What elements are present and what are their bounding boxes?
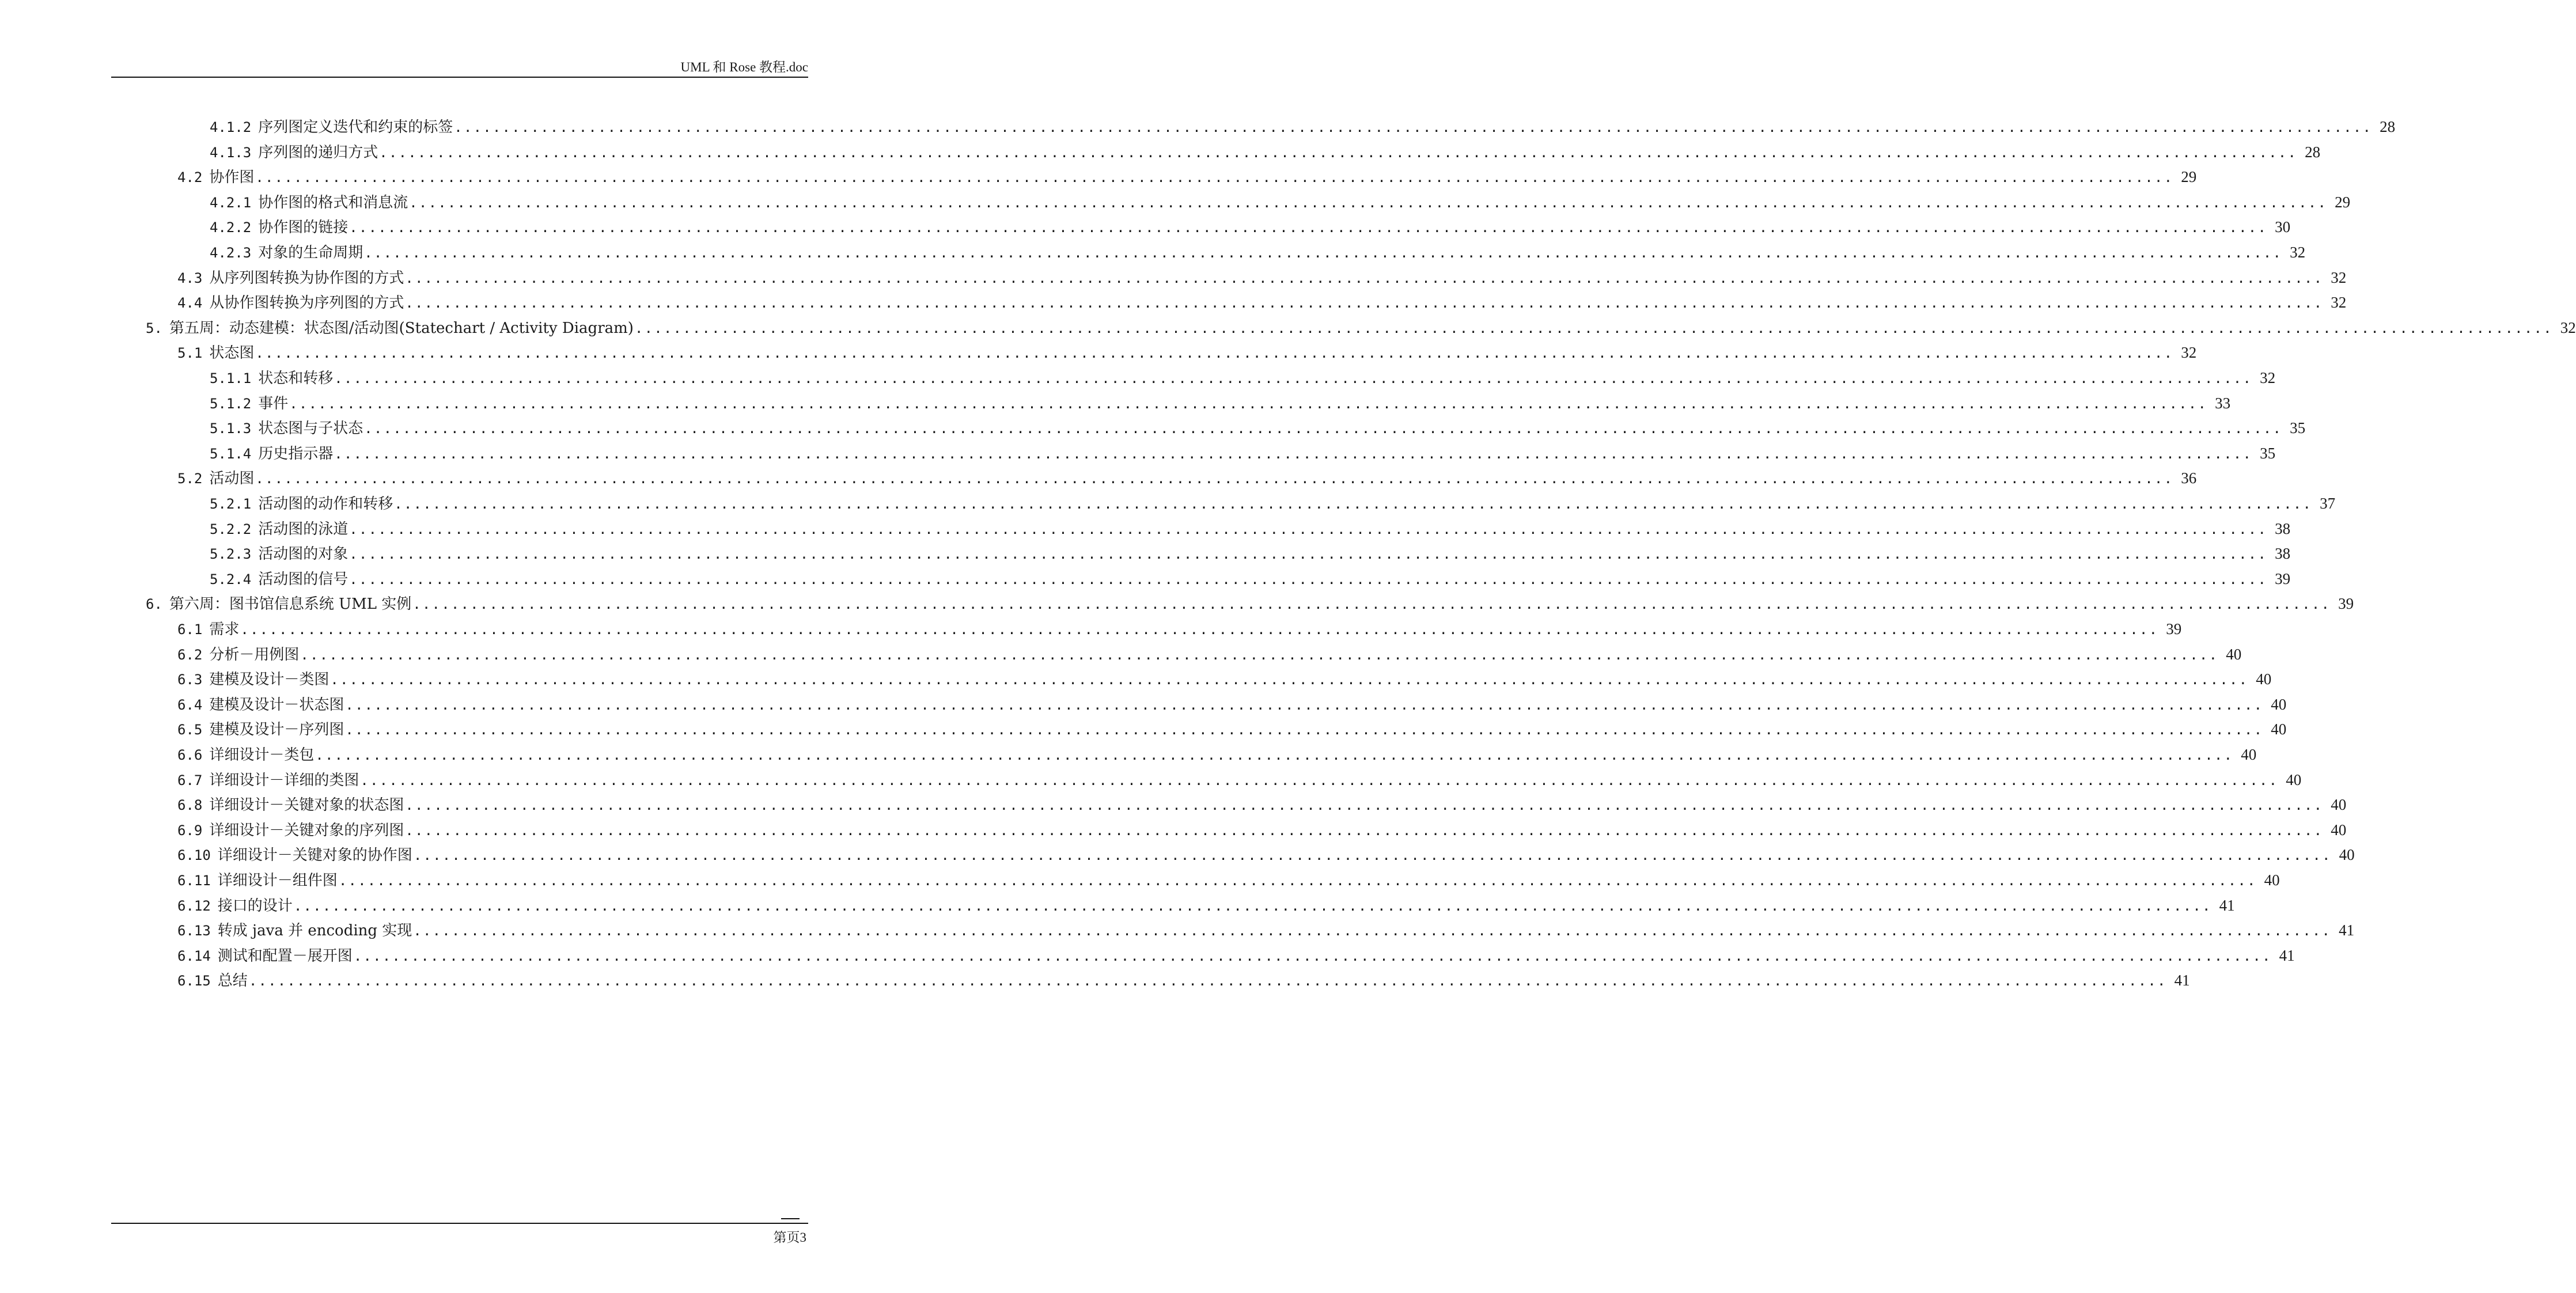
toc-entry-page: 35 xyxy=(2290,419,2306,437)
toc-dot-leader: ........................................................................................................................................................................................................ xyxy=(412,596,2331,613)
toc-entry-page: 41 xyxy=(2279,946,2295,964)
toc-entry-page: 39 xyxy=(2275,570,2291,587)
toc-dot-leader: ........................................................................................................................................................................................................ xyxy=(349,546,2268,563)
toc-dot-leader: ........................................................................................................................................................................................................ xyxy=(315,747,2234,763)
toc-entry-number: 4.1.2 xyxy=(210,119,252,135)
toc-entry[interactable] xyxy=(210,215,2291,238)
toc-dot-leader: ........................................................................................................................................................................................................ xyxy=(300,646,2219,663)
toc-entry-title: 从协作图转换为序列图的方式 xyxy=(209,294,404,312)
toc-entry-number: 4.2.2 xyxy=(210,219,252,236)
toc-dot-leader: ........................................................................................................................................................................................................ xyxy=(255,471,2174,487)
toc-entry-page: 32 xyxy=(2181,344,2197,362)
toc-entry[interactable] xyxy=(210,567,2291,590)
toc-entry[interactable] xyxy=(177,894,2235,917)
toc-dot-leader: ........................................................................................................................................................................................................ xyxy=(634,320,2553,336)
toc-entry-page: 32 xyxy=(2331,294,2347,312)
toc-entry[interactable] xyxy=(177,793,2347,816)
header-divider xyxy=(111,77,808,78)
toc-entry-page: 32 xyxy=(2260,369,2276,386)
toc-entry-page: 40 xyxy=(2264,871,2280,889)
toc-entry[interactable] xyxy=(177,944,2295,967)
toc-entry-title: 测试和配置－展开图 xyxy=(217,947,353,965)
toc-entry[interactable] xyxy=(177,467,2197,490)
toc-entry-title: 从序列图转换为协作图的方式 xyxy=(209,269,404,287)
toc-entry-number: 6.11 xyxy=(177,873,211,889)
toc-dot-leader: ........................................................................................................................................................................................................ xyxy=(330,672,2249,688)
toc-entry[interactable] xyxy=(177,743,2257,766)
toc-entry-number: 4.1.3 xyxy=(210,144,252,161)
toc-entry-title: 需求 xyxy=(209,621,240,638)
toc-entry-number: 5.2 xyxy=(177,471,203,487)
toc-dot-leader: ........................................................................................................................................................................................................ xyxy=(248,973,2167,989)
toc-dot-leader: ........................................................................................................................................................................................................ xyxy=(360,772,2279,788)
toc-entry-number: 4.2.3 xyxy=(210,245,252,261)
toc-entry-title: 详细设计－关键对象的协作图 xyxy=(217,847,412,864)
toc-entry[interactable] xyxy=(177,969,2190,992)
toc-entry-title: 接口的设计 xyxy=(217,897,293,915)
toc-entry[interactable] xyxy=(177,291,2347,314)
toc-entry-number: 6.6 xyxy=(177,747,203,763)
toc-entry-number: 6.4 xyxy=(177,696,203,713)
toc-entry-page: 37 xyxy=(2320,495,2336,512)
toc-entry-page: 38 xyxy=(2275,545,2291,563)
toc-entry[interactable] xyxy=(177,919,2355,942)
toc-dot-leader: ........................................................................................................................................................................................................ xyxy=(353,947,2272,964)
toc-entry-number: 6.1 xyxy=(177,621,203,638)
toc-entry-number: 4.4 xyxy=(177,295,203,312)
toc-entry-number: 6.8 xyxy=(177,797,203,814)
toc-entry-title: 建模及设计－序列图 xyxy=(209,721,344,739)
toc-entry-number: 4.2 xyxy=(177,169,203,186)
toc-entry-title: 第六周：图书馆信息系统 UML 实例 xyxy=(169,596,412,613)
toc-dot-leader: ........................................................................................................................................................................................................ xyxy=(334,370,2253,386)
toc-dot-leader: ........................................................................................................................................................................................................ xyxy=(409,194,2328,211)
toc-entry-title: 序列图的递归方式 xyxy=(258,143,378,161)
toc-entry-number: 4.3 xyxy=(177,270,203,286)
toc-entry-number: 5. xyxy=(146,320,162,336)
toc-dot-leader: ........................................................................................................................................................................................................ xyxy=(394,496,2313,512)
toc-entry-number: 6.14 xyxy=(177,947,211,964)
toc-entry-page: 29 xyxy=(2181,168,2197,186)
toc-entry-number: 6.3 xyxy=(177,672,203,688)
toc-entry[interactable] xyxy=(210,241,2306,264)
toc-entry[interactable] xyxy=(210,492,2336,515)
toc-entry-title: 详细设计－关键对象的状态图 xyxy=(209,797,404,814)
toc-entry-page: 40 xyxy=(2256,670,2272,688)
toc-entry[interactable] xyxy=(177,341,2197,364)
toc-entry-page: 28 xyxy=(2305,143,2321,161)
toc-entry-page: 39 xyxy=(2166,620,2182,638)
toc-entry[interactable] xyxy=(177,869,2280,892)
toc-entry-number: 6.12 xyxy=(177,897,211,914)
toc-entry-number: 6.2 xyxy=(177,646,203,663)
toc-entry-page: 40 xyxy=(2271,721,2287,738)
toc-entry-page: 28 xyxy=(2380,118,2396,135)
toc-entry[interactable] xyxy=(177,668,2272,691)
toc-entry[interactable] xyxy=(210,442,2276,465)
toc-entry-title: 活动图的动作和转移 xyxy=(258,495,393,513)
toc-entry-number: 5.2.3 xyxy=(210,546,252,563)
toc-entry-page: 32 xyxy=(2331,268,2347,286)
toc-entry-title: 状态图与子状态 xyxy=(258,420,363,438)
toc-dot-leader: ........................................................................................................................................................................................................ xyxy=(413,847,2332,864)
toc-entry-number: 5.2.1 xyxy=(210,496,252,512)
toc-dot-leader: ........................................................................................................................................................................................................ xyxy=(349,521,2268,537)
toc-entry[interactable] xyxy=(210,366,2276,389)
toc-entry-number: 4.2.1 xyxy=(210,194,252,211)
toc-dot-leader: ........................................................................................................................................................................................................ xyxy=(379,144,2298,161)
toc-entry[interactable] xyxy=(210,542,2291,565)
toc-dot-leader: ........................................................................................................................................................................................................ xyxy=(405,295,2324,312)
toc-entry-number: 5.2.2 xyxy=(210,521,252,537)
toc-entry-page: 35 xyxy=(2260,444,2276,462)
toc-dot-leader: ........................................................................................................................................................................................................ xyxy=(289,395,2208,412)
toc-entry-number: 6.15 xyxy=(177,973,211,989)
toc-entry-title: 建模及设计－类图 xyxy=(209,671,329,689)
toc-entry-title: 事件 xyxy=(258,395,289,412)
toc-entry[interactable] xyxy=(177,818,2347,841)
footer-divider xyxy=(111,1223,808,1224)
toc-entry-title: 状态和转移 xyxy=(258,370,334,387)
toc-entry-page: 32 xyxy=(2290,244,2306,261)
toc-entry-title: 建模及设计－状态图 xyxy=(209,696,344,714)
toc-entry-title: 详细设计－类包 xyxy=(209,746,315,764)
toc-dot-leader: ........................................................................................................................................................................................................ xyxy=(364,245,2283,261)
toc-entry[interactable] xyxy=(177,165,2197,188)
toc-dot-leader: ........................................................................................................................................................................................................ xyxy=(349,219,2268,236)
toc-entry-page: 40 xyxy=(2331,796,2347,814)
toc-dot-leader: ........................................................................................................................................................................................................ xyxy=(293,897,2212,914)
toc-entry-title: 总结 xyxy=(217,972,248,990)
toc-dot-leader: ........................................................................................................................................................................................................ xyxy=(364,420,2283,437)
toc-entry-page: 40 xyxy=(2286,771,2302,788)
toc-entry[interactable] xyxy=(146,316,2576,339)
toc-entry-page: 33 xyxy=(2215,394,2231,412)
toc-dot-leader: ........................................................................................................................................................................................................ xyxy=(405,797,2324,814)
toc-dot-leader: ........................................................................................................................................................................................................ xyxy=(345,722,2264,738)
toc-dot-leader: ........................................................................................................................................................................................................ xyxy=(405,822,2324,839)
toc-entry-number: 6.7 xyxy=(177,772,203,788)
toc-entry-title: 序列图定义迭代和约束的标签 xyxy=(258,119,453,136)
toc-entry-page: 40 xyxy=(2271,695,2287,713)
toc-entry-number: 5.1.1 xyxy=(210,370,252,386)
toc-entry-title: 详细设计－详细的类图 xyxy=(209,771,359,789)
toc-entry[interactable] xyxy=(210,517,2291,540)
toc-entry-title: 协作图 xyxy=(209,169,255,187)
toc-entry[interactable] xyxy=(210,141,2321,164)
toc-entry-page: 36 xyxy=(2181,469,2197,487)
toc-entry-title: 转成 java 并 encoding 实现 xyxy=(217,922,412,940)
toc-entry[interactable] xyxy=(210,392,2231,415)
toc-entry[interactable] xyxy=(177,768,2302,791)
toc-entry-title: 第五周：动态建模：状态图/活动图(Statechart / Activity Diagram) xyxy=(169,319,634,337)
toc-dot-leader: ........................................................................................................................................................................................................ xyxy=(345,696,2264,713)
toc-entry-number: 5.1.3 xyxy=(210,420,252,437)
page-number-label: 第页3 xyxy=(773,1230,806,1245)
toc-entry[interactable] xyxy=(177,843,2355,866)
toc-entry[interactable] xyxy=(210,416,2306,439)
toc-entry-number: 6. xyxy=(146,596,162,613)
toc-entry-page: 29 xyxy=(2335,193,2351,211)
toc-entry-page: 41 xyxy=(2174,972,2190,989)
toc-entry-page: 32 xyxy=(2560,318,2576,336)
toc-entry-number: 5.2.4 xyxy=(210,571,252,587)
toc-dot-leader: ........................................................................................................................................................................................................ xyxy=(349,571,2268,587)
toc-entry-number: 5.1.4 xyxy=(210,445,252,462)
toc-entry-title: 对象的生命周期 xyxy=(258,244,363,261)
toc-entry-title: 协作图的格式和消息流 xyxy=(258,194,408,211)
toc-entry-title: 活动图的信号 xyxy=(258,570,348,588)
toc-dot-leader: ........................................................................................................................................................................................................ xyxy=(338,873,2257,889)
toc-entry-title: 分析－用例图 xyxy=(209,646,300,663)
toc-entry-number: 6.10 xyxy=(177,847,211,864)
toc-entry-page: 41 xyxy=(2339,922,2355,939)
toc-entry-title: 详细设计－关键对象的序列图 xyxy=(209,821,404,839)
toc-dot-leader: ........................................................................................................................................................................................................ xyxy=(413,923,2332,939)
toc-entry-page: 40 xyxy=(2339,846,2355,864)
toc-entry-title: 协作图的链接 xyxy=(258,219,348,237)
toc-entry-title: 详细设计－组件图 xyxy=(217,872,338,889)
toc-entry[interactable] xyxy=(177,617,2182,640)
toc-entry-page: 41 xyxy=(2219,896,2235,914)
toc-entry-title: 活动图的泳道 xyxy=(258,520,348,538)
toc-dot-leader: ........................................................................................................................................................................................................ xyxy=(334,445,2253,462)
toc-entry-number: 5.1.2 xyxy=(210,395,252,412)
toc-entry-number: 6.13 xyxy=(177,923,211,939)
toc-entry[interactable] xyxy=(177,718,2287,741)
toc-entry-title: 活动图的对象 xyxy=(258,545,348,563)
toc-entry-title: 状态图 xyxy=(209,344,255,362)
toc-entry-number: 5.1 xyxy=(177,345,203,362)
toc-entry-number: 6.9 xyxy=(177,822,203,839)
toc-entry-page: 38 xyxy=(2275,520,2291,537)
toc-entry[interactable] xyxy=(177,643,2242,666)
toc-dot-leader: ........................................................................................................................................................................................................ xyxy=(405,270,2324,286)
toc-entry-title: 历史指示器 xyxy=(258,445,334,462)
toc-dot-leader: ........................................................................................................................................................................................................ xyxy=(240,621,2159,638)
toc-entry-page: 39 xyxy=(2338,595,2354,613)
toc-entry[interactable] xyxy=(177,266,2347,289)
toc-entry[interactable] xyxy=(177,693,2287,716)
toc-entry[interactable] xyxy=(210,115,2396,138)
toc-dot-leader: ........................................................................................................................................................................................................ xyxy=(255,169,2174,186)
footer-short-rule xyxy=(781,1218,800,1219)
toc-entry-page: 30 xyxy=(2275,218,2291,236)
toc-dot-leader: ........................................................................................................................................................................................................ xyxy=(255,345,2174,362)
toc-entry-number: 6.5 xyxy=(177,722,203,738)
toc-entry[interactable] xyxy=(146,592,2354,615)
document-header-title: UML 和 Rose 教程.doc xyxy=(680,60,808,74)
toc-entry[interactable] xyxy=(210,191,2351,214)
toc-entry-page: 40 xyxy=(2226,645,2242,663)
toc-dot-leader: ........................................................................................................................................................................................................ xyxy=(454,119,2373,135)
toc-entry-page: 40 xyxy=(2241,746,2257,763)
toc-entry-title: 活动图 xyxy=(209,470,255,488)
toc-entry-page: 40 xyxy=(2331,821,2347,839)
